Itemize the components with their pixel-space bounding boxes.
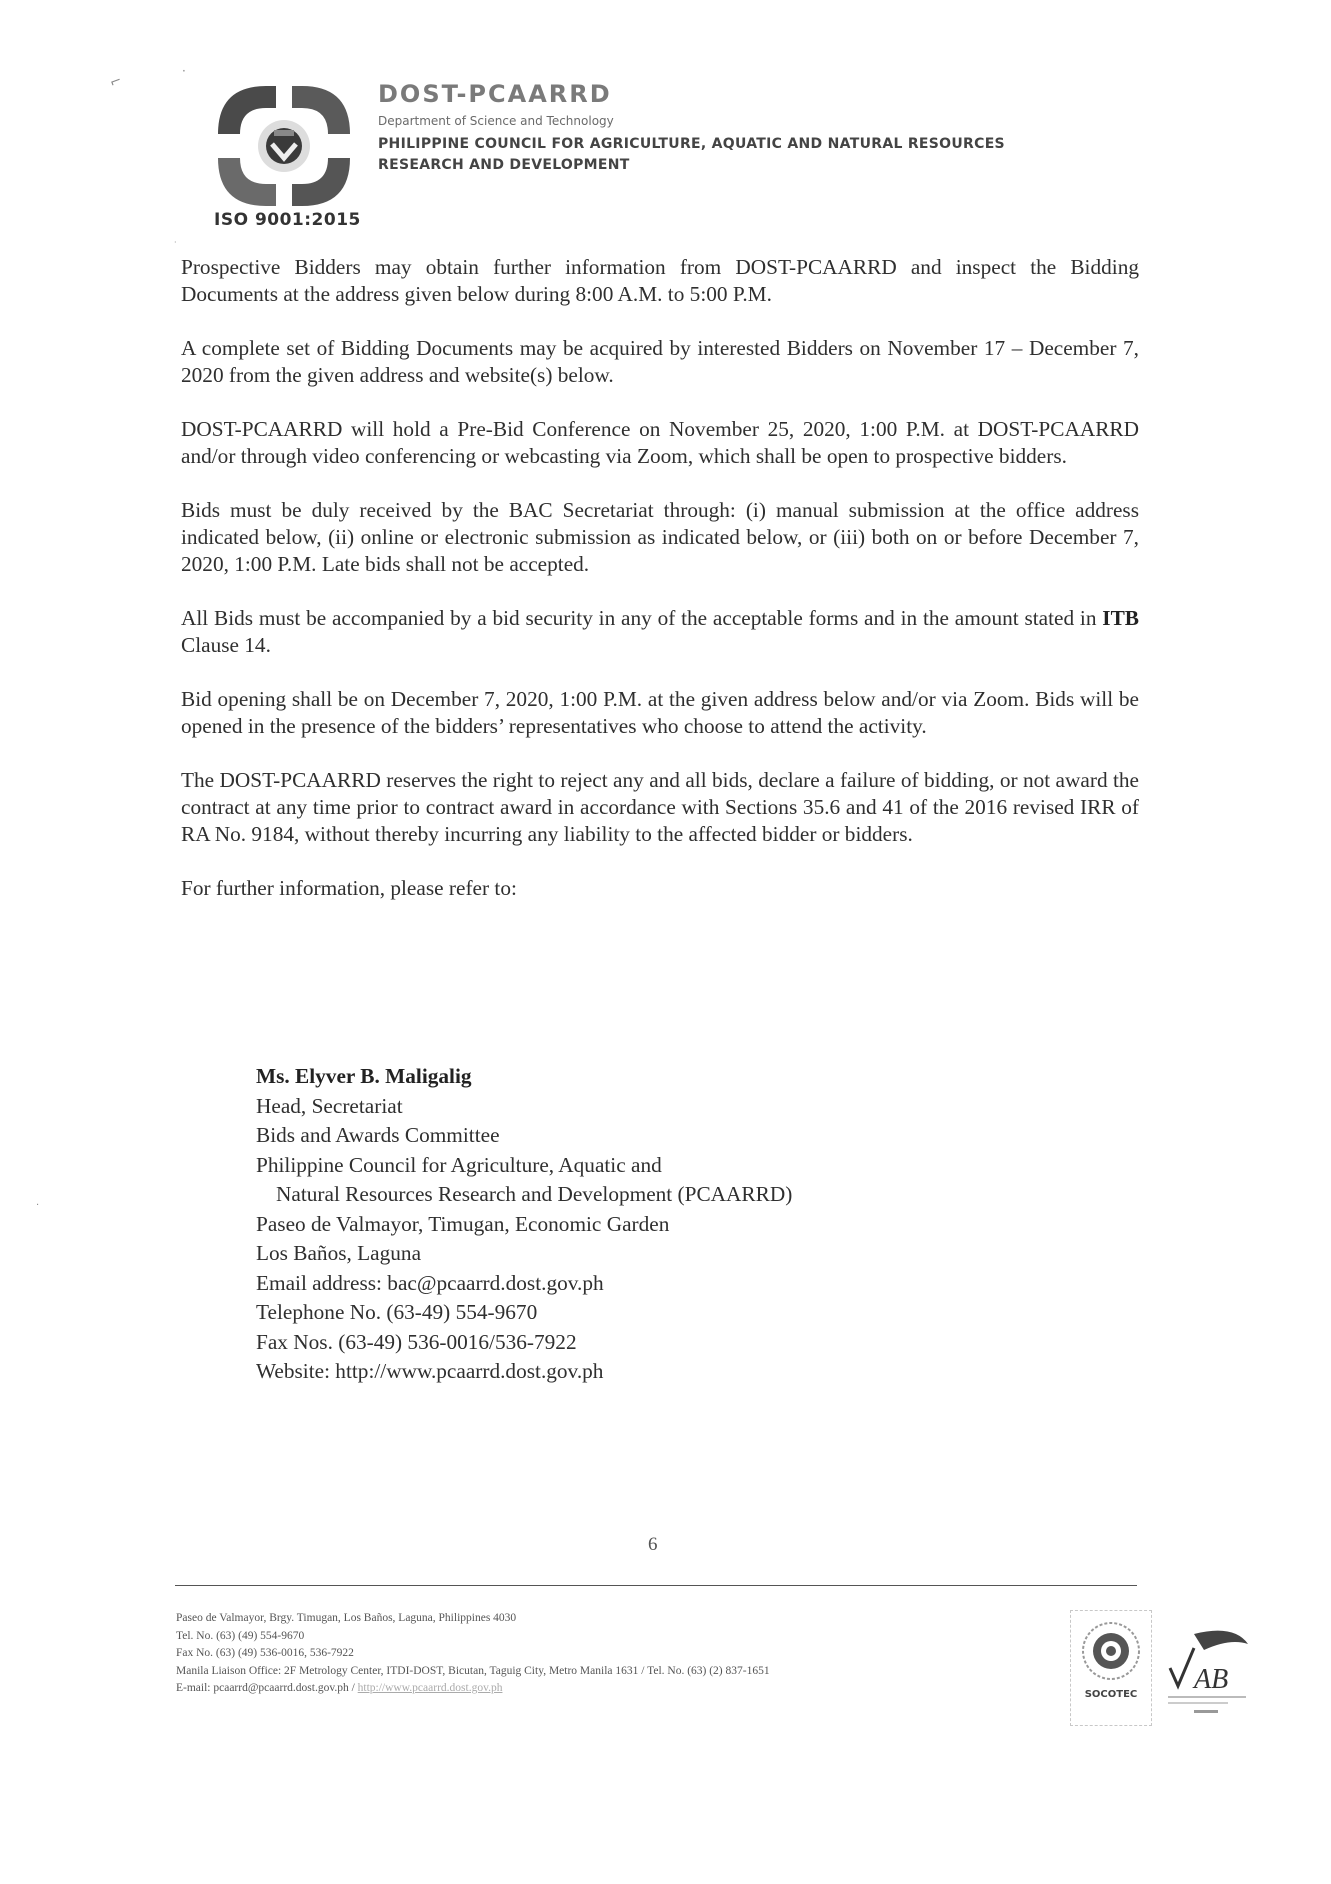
paragraph-prebid: DOST-PCAARRD will hold a Pre-Bid Conference on November 25, 2020, 1:00 P.M. at DOST-PCAARRD and/or through video conferencing or webcasting via Zoom, which shall be open to prospective bidders.: [181, 417, 1139, 468]
council-name-line2: RESEARCH AND DEVELOPMENT: [378, 157, 630, 173]
contact-email: Email address: bac@pcaarrd.dost.gov.ph: [256, 1270, 604, 1295]
paragraph-bid-security: [181, 605, 1139, 659]
clause-reference: Clause 14.: [181, 633, 271, 657]
paragraph-reservation: The DOST-PCAARRD reserves the right to reject any and all bids, declare a failure of bidding, or not award the contract at any time prior to contract award in accordance with Sections 35.6 and 41 of the 2016 revised IRR of RA No. 9184, without thereby incurring any liability to the affected bidder or bidders.: [181, 768, 1139, 846]
paragraph-acquisition: A complete set of Bidding Documents may be acquired by interested Bidders on November 17 – December 7, 2020 from the given address and website(s) below.: [181, 336, 1139, 387]
contact-address: Paseo de Valmayor, Timugan, Economic Garden: [256, 1211, 670, 1236]
paragraph-further-info: For further information, please refer to:: [181, 876, 517, 900]
itb-reference: ITB: [1102, 606, 1139, 630]
footer-address: [176, 1610, 770, 1698]
contact-title: Head, Secretariat: [256, 1093, 403, 1118]
footer-line: Tel. No. (63) (49) 554-9670: [176, 1629, 305, 1642]
pab-logo-icon: [1164, 1610, 1250, 1726]
page-number: 6: [648, 1534, 658, 1555]
letterhead: [378, 80, 1005, 173]
certification-badge: [1070, 1610, 1152, 1726]
document-body: [181, 254, 1139, 929]
contact-block: [256, 1062, 792, 1387]
iso-certification: ISO 9001:2015: [214, 210, 361, 230]
scan-speck: ·: [174, 238, 177, 247]
contact-city: Los Baños, Laguna: [256, 1241, 422, 1265]
scan-speck: ·: [36, 1200, 40, 1211]
cert-label: SOCOTEC: [1084, 1689, 1138, 1700]
agency-name: DOST-PCAARRD: [378, 80, 612, 108]
contact-committee: Bids and Awards Committee: [256, 1123, 500, 1147]
socotec-seal-icon: [1079, 1619, 1143, 1683]
footer-divider: [175, 1585, 1137, 1586]
contact-fax: Fax Nos. (63-49) 536-0016/536-7922: [256, 1329, 577, 1354]
contact-phone: Telephone No. (63-49) 554-9670: [256, 1300, 538, 1324]
footer-website-link[interactable]: http://www.pcaarrd.dost.gov.ph: [357, 1682, 503, 1694]
svg-text:AB: AB: [1194, 1664, 1229, 1695]
contact-name: Ms. Elyver B. Maligalig: [256, 1064, 472, 1088]
paragraph-inspection: Prospective Bidders may obtain further information from DOST-PCAARRD and inspect the Bidding Documents at the address given below during 8:00 A.M. to 5:00 P.M.: [181, 255, 1139, 306]
footer-line: [176, 1680, 770, 1698]
footer-line: Fax No. (63) (49) 536-0016, 536-7922: [176, 1647, 354, 1659]
council-name: PHILIPPINE COUNCIL FOR AGRICULTURE, AQUATIC AND NATURAL RESOURCES: [378, 136, 1005, 152]
paragraph-submission: Bids must be duly received by the BAC Secretariat through: (i) manual submission at the office address indicated below, (ii) online or electronic submission as indicated below, or (iii) both on or before December 7, 2020, 1:00 P.M. Late bids shall not be accepted.: [181, 498, 1139, 576]
footer-line: Manila Liaison Office: 2F Metrology Center, ITDI-DOST, Bicutan, Taguig City, Metro Manila 1631 / Tel. No. (63) (2) 837-1651: [176, 1664, 770, 1677]
department-name: Department of Science and Technology: [378, 114, 614, 128]
contact-website: Website: http://www.pcaarrd.dost.gov.ph: [256, 1359, 604, 1383]
footer-email: E-mail: pcaarrd@pcaarrd.dost.gov.ph /: [176, 1682, 358, 1694]
contact-org-cont: Natural Resources Research and Development (PCAARRD): [276, 1182, 793, 1206]
contact-org: Philippine Council for Agriculture, Aquatic and: [256, 1152, 662, 1177]
bid-security-text: All Bids must be accompanied by a bid security in any of the acceptable forms and in the amount stated in: [181, 606, 1103, 630]
paragraph-bid-opening: Bid opening shall be on December 7, 2020, 1:00 P.M. at the given address below and/or via Zoom. Bids will be opened in the presence of the bidders’ representatives who choose to attend the activity.: [181, 687, 1139, 738]
dost-pcaarrd-logo-icon: [214, 82, 354, 210]
scan-speck: ·: [182, 64, 186, 78]
footer-line: Paseo de Valmayor, Brgy. Timugan, Los Baños, Laguna, Philippines 4030: [176, 1612, 517, 1624]
scan-speck: ⌐: [107, 72, 125, 92]
